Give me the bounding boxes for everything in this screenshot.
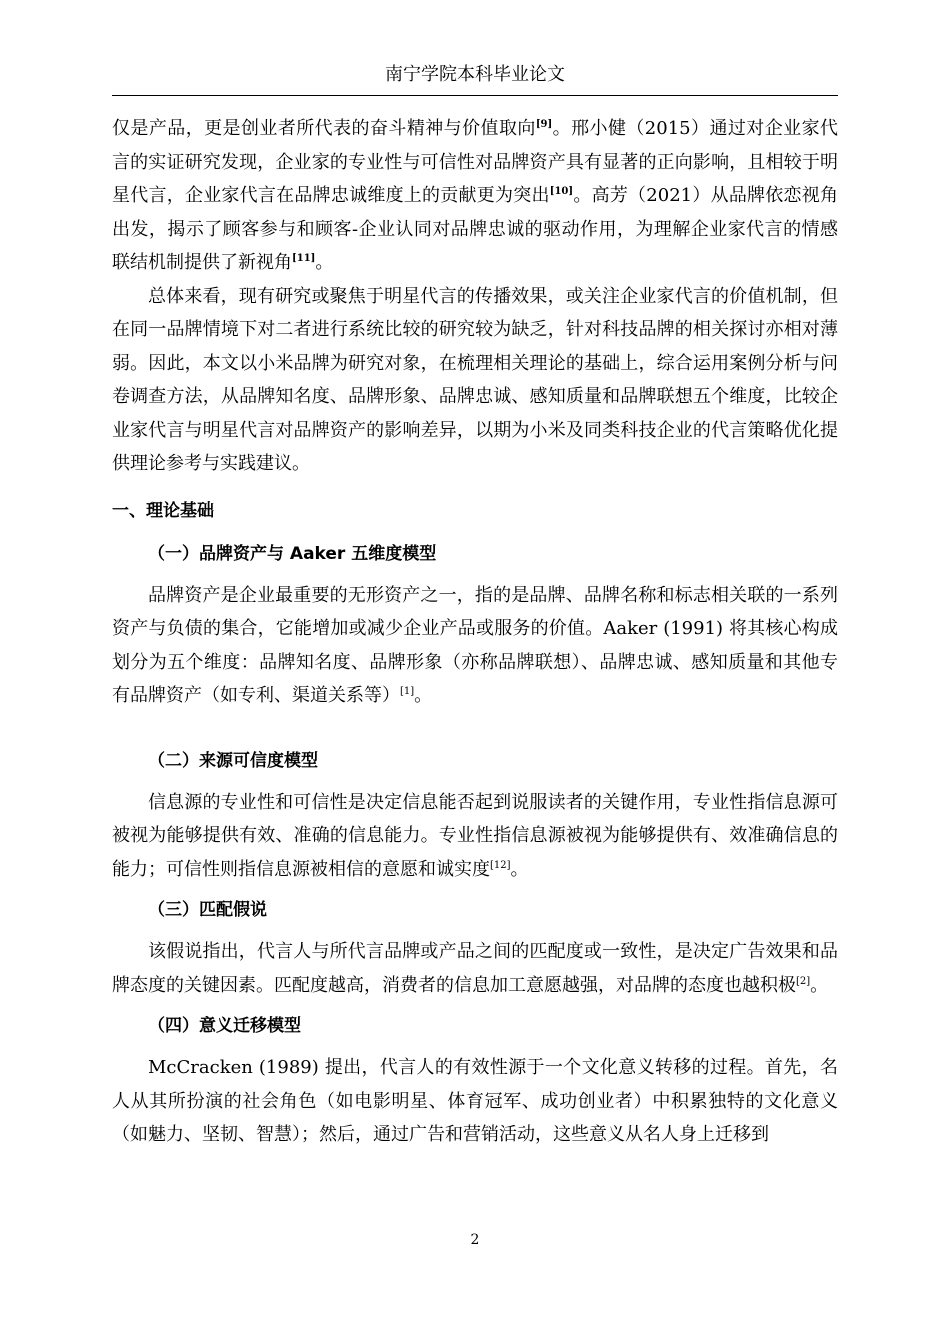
paragraph-text: 。 xyxy=(810,974,829,996)
subsection-heading: （三）匹配假说 xyxy=(148,900,267,920)
paragraph-text: 仅是产品，更是创业者所代表的奋斗精神与价值取向 xyxy=(112,118,536,139)
paragraph-summary: 总体来看，现有研究或聚焦于明星代言的传播效果，或关注企业家代言的价值机制，但在同一品牌情境下对二者进行系统比较的研究较为缺乏，针对科技品牌的相关探讨亦相对薄弱。因此，本文以小米品牌为研究对象，在梳理相关理论的基础上，综合运用案例分析与问卷调查方法，从品牌知名度、品牌形象、品牌忠诚、感知质量和品牌联想五个维度，比较企业家代言与明星代言对品牌资产的影响差异，以期为小米及同类科技企业的代言策略优化提供理论参考与实践建议。 xyxy=(112,285,838,474)
page-header-title: 南宁学院本科毕业论文 xyxy=(385,64,565,85)
paragraph-text: 该假说指出，代言人与所代言品牌或产品之间的匹配度或一致性，是决定广告效果和品牌态度的关键因素。匹配度越高，消费者的信息加工意愿越强，对品牌的态度也越积极 xyxy=(112,941,838,996)
page-body xyxy=(112,112,838,1152)
paragraph-text: 品牌资产是企业最重要的无形资产之一，指的是品牌、品牌名称和标志相关联的一系列资产与负债的集合，它能增加或减少企业产品或服务的价值。Aaker (1991) 将其核心构成划分为五个维度：品牌知名度、品牌形象（亦称品牌联想）、品牌忠诚、感知质量和其他专有品牌资产（如专利、渠道关系等） xyxy=(112,584,838,706)
subsection-heading: （四）意义迁移模型 xyxy=(148,1016,301,1036)
citation-ref: [9] xyxy=(535,119,553,130)
paragraph-text: 。 xyxy=(414,685,433,706)
paragraph-text: 。 xyxy=(315,252,334,273)
paragraph-literature-continued xyxy=(112,112,838,280)
citation-ref: [12] xyxy=(490,859,511,871)
citation-ref: [10] xyxy=(549,186,574,197)
paragraph-text: 。 xyxy=(510,858,529,880)
paragraph-meaning-transfer: McCracken (1989) 提出，代言人的有效性源于一个文化意义转移的过程。首先，名人从其所扮演的社会角色（如电影明星、体育冠军、成功创业者）中积累独特的文化意义（如魅力、坚韧、智慧）；然后，通过广告和营销活动，这些意义从名人身上迁移到 xyxy=(112,1057,838,1145)
paragraph-text: 。邢小健（2015）通过对企业家代言的实证研究发现，企业家的专业性与可信性对品牌资产具有显著的正向影响，且相较于明星代言，企业家代言在品牌忠诚维度上的贡献更为突出 xyxy=(112,118,839,206)
page-number: 2 xyxy=(470,1232,480,1248)
paragraph-text: 信息源的专业性和可信性是决定信息能否起到说服读者的关键作用，专业性指信息源可被视为能够提供有效、准确的信息能力。专业性指信息源被视为能够提供有、效准确信息的能力；可信性则指信息源被相信的意愿和诚实度 xyxy=(112,791,838,880)
paragraph-brand-equity xyxy=(112,579,838,713)
subsection-heading: （一）品牌资产与 Aaker 五维度模型 xyxy=(148,543,437,564)
citation-ref: [1] xyxy=(400,686,415,697)
section-heading: 一、理论基础 xyxy=(112,500,214,521)
paragraph-source-credibility xyxy=(112,786,838,887)
paragraph-text: 。高芳（2021）从品牌依恋视角出发，揭示了顾客参与和顾客-企业认同对品牌忠诚的驱动作用，为理解企业家代言的情感联结机制提供了新视角 xyxy=(112,185,839,273)
citation-ref: [11] xyxy=(292,253,316,264)
citation-ref: [2] xyxy=(796,975,811,987)
subsection-heading: （二）来源可信度模型 xyxy=(148,750,318,771)
paragraph-match-up xyxy=(112,935,838,1002)
header-divider xyxy=(112,95,838,96)
